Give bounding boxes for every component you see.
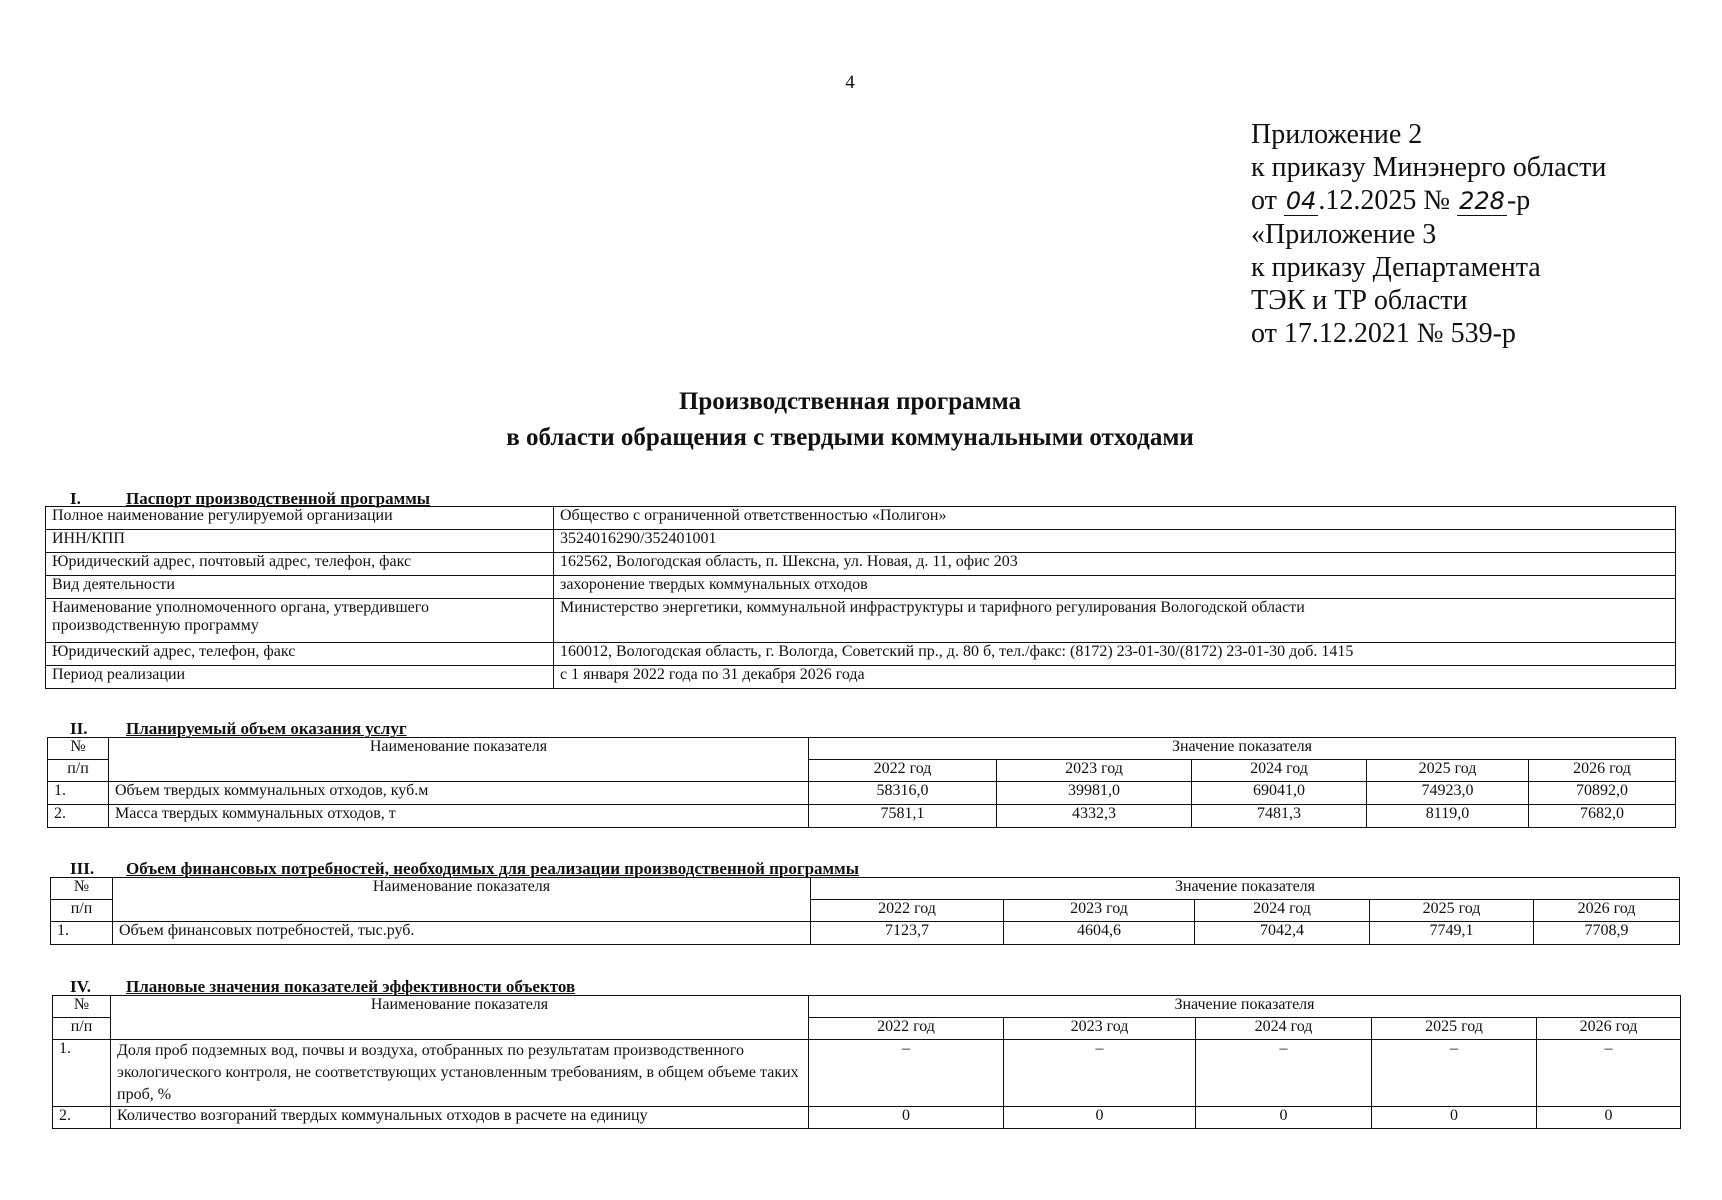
appendix-line: ТЭК и ТР области: [1251, 285, 1468, 316]
appendix-line: к приказу Минэнерго области: [1251, 152, 1607, 183]
section-heading: IV. Плановые значения показателей эффективности объектов: [70, 977, 576, 996]
table-row: Вид деятельности захоронение твердых коммунальных отходов: [46, 576, 1676, 599]
services-volume-table: [47, 737, 1676, 828]
appendix-order-line: от 04.12.2025 № 228-р: [1251, 185, 1531, 216]
table-row: Юридический адрес, почтовый адрес, телефон, факс 162562, Вологодская область, п. Шексна, ул. Новая, д. 11, офис 203: [46, 553, 1676, 576]
table-row: 2. Количество возгораний твердых коммунальных отходов в расчете на единицу 0 0 0 0 0: [53, 1107, 1681, 1129]
table-row: Юридический адрес, телефон, факс 160012, Вологодская область, г. Вологда, Советский пр., д. 80 б, тел./факс: (8172) 23-01-30/(8172) 23-01-30 доб. 1415: [46, 643, 1676, 666]
passport-table: [45, 506, 1676, 689]
handwritten-number: 228: [1459, 187, 1505, 215]
handwritten-day: 04: [1285, 187, 1317, 215]
section-heading: II. Планируемый объем оказания услуг: [70, 719, 407, 738]
table-header-row: № Наименование показателя Значение показателя: [51, 878, 1680, 900]
section-heading: III. Объем финансовых потребностей, необходимых для реализации производственной программы: [70, 859, 859, 878]
appendix-line: «Приложение 3: [1251, 219, 1437, 250]
table-header-row: п/п 2022 год 2023 год 2024 год 2025 год 2026 год: [53, 1018, 1681, 1040]
table-row: Наименование уполномоченного органа, утвердившего производственную программу Министерство энергетики, коммунальной инфраструктуры и тарифного регулирования Вологодской области: [46, 599, 1676, 643]
financial-needs-table: [50, 877, 1680, 945]
table-row: Период реализации с 1 января 2022 года по 31 декабря 2026 года: [46, 666, 1676, 689]
appendix-line: к приказу Департамента: [1251, 252, 1541, 283]
table-row: Полное наименование регулируемой организации Общество с ограниченной ответственностью «Полигон»: [46, 507, 1676, 530]
table-row: 2. Масса твердых коммунальных отходов, т 7581,1 4332,3 7481,3 8119,0 7682,0: [48, 805, 1676, 828]
table-header-row: № Наименование показателя Значение показателя: [53, 996, 1681, 1018]
table-row: ИНН/КПП 3524016290/352401001: [46, 530, 1676, 553]
table-row: 1. Объем твердых коммунальных отходов, куб.м 58316,0 39981,0 69041,0 74923,0 70892,0: [48, 782, 1676, 805]
table-header-row: п/п 2022 год 2023 год 2024 год 2025 год 2026 год: [48, 760, 1676, 782]
table-row: 1. Объем финансовых потребностей, тыс.руб. 7123,7 4604,6 7042,4 7749,1 7708,9: [51, 922, 1680, 945]
efficiency-indicators-table: [52, 995, 1681, 1129]
table-header-row: п/п 2022 год 2023 год 2024 год 2025 год 2026 год: [51, 900, 1680, 922]
document-title: Производственная программа в области обращения с твердыми коммунальными отходами: [506, 388, 1194, 451]
table-row: 1. Доля проб подземных вод, почвы и воздуха, отобранных по результатам производственного экологического контроля, не соответствующих установленным требованиям, в общем объеме таких проб, % – – – – –: [53, 1040, 1681, 1107]
appendix-line: от 17.12.2021 № 539-р: [1251, 318, 1516, 349]
page-number: 4: [845, 72, 855, 93]
table-header-row: № Наименование показателя Значение показателя: [48, 738, 1676, 760]
appendix-block: [1251, 118, 1606, 350]
appendix-line: Приложение 2: [1251, 119, 1423, 150]
section-heading: I. Паспорт производственной программы: [70, 489, 431, 508]
